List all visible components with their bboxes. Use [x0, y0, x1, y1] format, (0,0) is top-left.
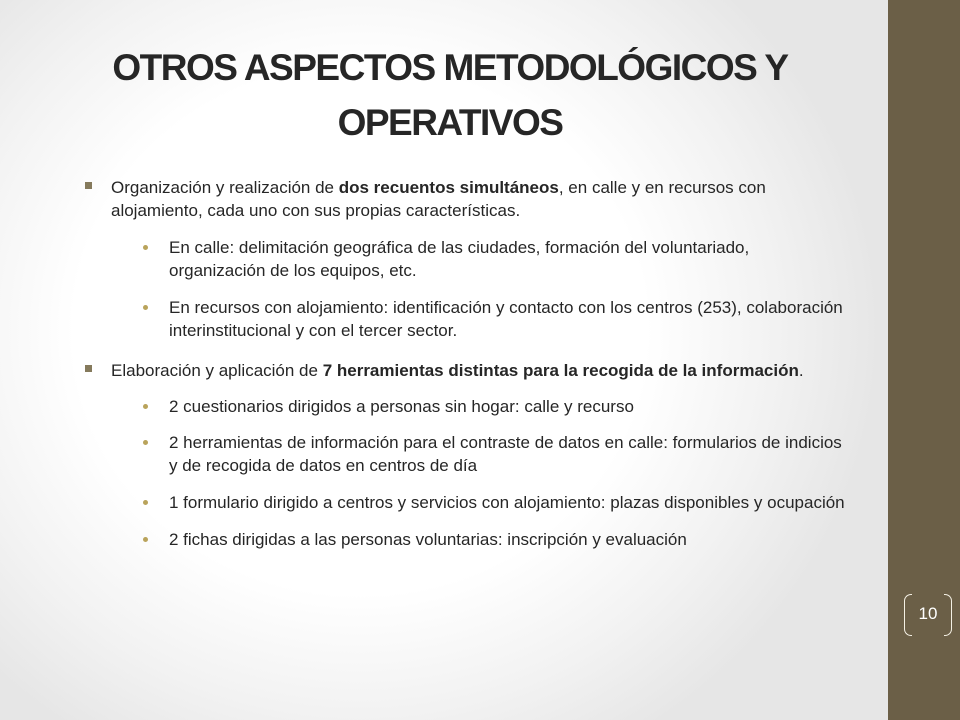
sub-bullet-text: 2 herramientas de información para el contraste de datos en calle: formularios de indicios y de recogida de datos en centros de día: [169, 433, 842, 475]
bullet-item: [80, 359, 850, 382]
square-bullet-icon: [85, 182, 92, 189]
square-bullet-icon: [85, 365, 92, 372]
sub-bullet-text: En recursos con alojamiento: identificación y contacto con los centros (253), colaboración interinstitucional y con el tercer sector.: [169, 298, 843, 340]
dot-bullet-icon: [143, 440, 148, 445]
bullet-bold-text: 7 herramientas distintas para la recogida de la información: [322, 361, 799, 380]
bullet-text: Elaboración y aplicación de: [111, 361, 323, 380]
sub-bullet-item: [80, 296, 850, 342]
slide-body: [80, 176, 850, 551]
dot-bullet-icon: [143, 500, 148, 505]
bullet-text: , en calle y en recursos con alojamiento, cada uno con sus propias características.: [111, 178, 766, 220]
bullet-text: Organización y realización de: [111, 178, 339, 197]
sub-bullet-item: [80, 491, 850, 514]
sub-bullet-item: [80, 528, 850, 551]
sub-bullet-text: 2 cuestionarios dirigidos a personas sin hogar: calle y recurso: [169, 397, 634, 416]
dot-bullet-icon: [143, 537, 148, 542]
dot-bullet-icon: [143, 305, 148, 310]
sub-bullet-text: 2 fichas dirigidas a las personas voluntarias: inscripción y evaluación: [169, 530, 687, 549]
dot-bullet-icon: [143, 404, 148, 409]
sub-bullet-item: [80, 395, 850, 418]
right-brace-icon: [944, 594, 952, 636]
slide-number: 10: [918, 604, 938, 623]
dot-bullet-icon: [143, 245, 148, 250]
bullet-text: .: [798, 361, 804, 380]
bullet-bold-text: dos recuentos simultáneos: [338, 178, 559, 197]
sub-bullet-text: En calle: delimitación geográfica de las ciudades, formación del voluntariado, organización de los equipos, etc.: [169, 238, 750, 280]
sub-bullet-text: 1 formulario dirigido a centros y servicios con alojamiento: plazas disponibles y ocupación: [169, 493, 845, 512]
slide-title: OTROS ASPECTOS METODOLÓGICOS Y OPERATIVOS: [112, 47, 788, 143]
sub-bullet-item: [80, 236, 850, 282]
sub-bullet-item: [80, 431, 850, 477]
bullet-item: [80, 176, 850, 222]
slide-number-badge: [900, 594, 956, 636]
